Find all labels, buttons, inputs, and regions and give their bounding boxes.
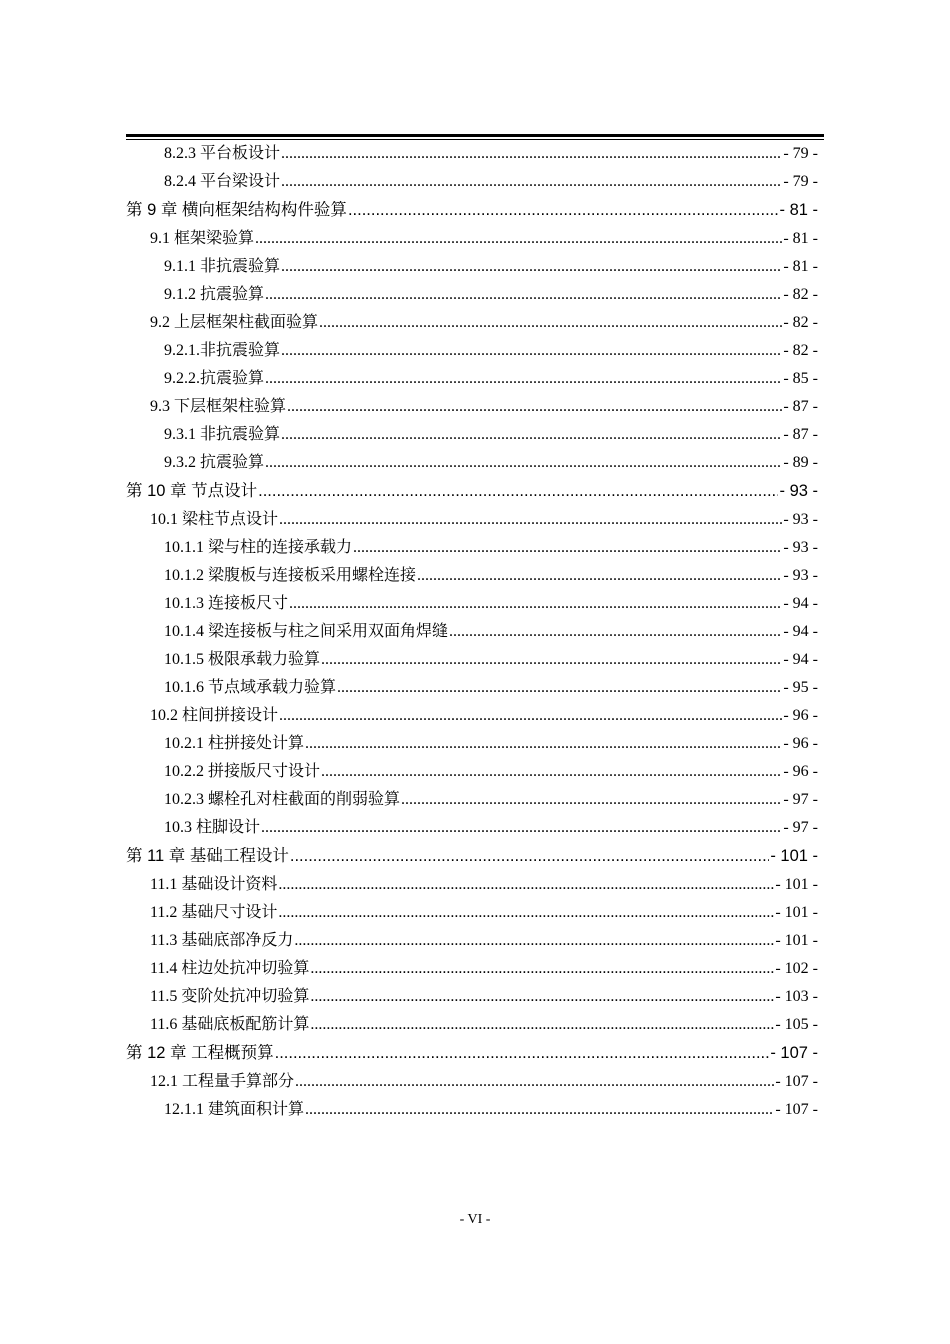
toc-entry[interactable]: [126, 506, 818, 534]
toc-leader-dots: [310, 955, 774, 983]
toc-leader-dots: [278, 899, 774, 927]
toc-leader-dots: [265, 449, 782, 477]
toc-entry-title: 9.3 下层框架柱验算: [150, 398, 287, 415]
toc-leader-dots: [287, 393, 782, 421]
toc-entry[interactable]: [126, 758, 818, 786]
toc-entry-page: - 89 -: [783, 454, 818, 471]
toc-leader-dots: [261, 814, 782, 842]
toc-chapter-entry[interactable]: [126, 1039, 818, 1068]
toc-entry-page: - 81 -: [779, 201, 818, 219]
toc-leader-dots: [321, 646, 782, 674]
toc-leader-dots: [305, 1096, 774, 1124]
toc-leader-dots: [295, 1068, 774, 1096]
toc-entry[interactable]: [126, 983, 818, 1011]
toc-entry[interactable]: [126, 674, 818, 702]
toc-entry-title: 11.4 柱边处抗冲切验算: [150, 960, 310, 977]
toc-entry-title: 10.3 柱脚设计: [164, 819, 261, 836]
toc-entry-title: 第 9 章 横向框架结构构件验算: [126, 201, 347, 219]
toc-leader-dots: [305, 730, 782, 758]
toc-entry-page: - 96 -: [783, 707, 818, 724]
toc-entry[interactable]: [126, 365, 818, 393]
toc-leader-dots: [258, 477, 778, 506]
toc-entry-page: - 79 -: [783, 145, 818, 162]
toc-entry[interactable]: [126, 421, 818, 449]
toc-entry[interactable]: [126, 140, 818, 168]
toc-entry-page: - 93 -: [779, 482, 818, 500]
toc-leader-dots: [294, 927, 774, 955]
toc-entry-page: - 87 -: [783, 398, 818, 415]
page-footer-number: - VI -: [459, 1212, 491, 1227]
toc-entry-page: - 82 -: [783, 342, 818, 359]
toc-entry-title: 9.2.2.抗震验算: [164, 370, 265, 387]
toc-entry-title: 10.2.2 拼接版尺寸设计: [164, 763, 321, 780]
toc-entry-page: - 82 -: [783, 286, 818, 303]
toc-entry[interactable]: [126, 927, 818, 955]
toc-entry-page: - 103 -: [775, 988, 818, 1005]
toc-entry-page: - 81 -: [783, 230, 818, 247]
toc-entry[interactable]: [126, 534, 818, 562]
toc-leader-dots: [279, 702, 782, 730]
toc-entry[interactable]: [126, 449, 818, 477]
toc-entry-page: - 94 -: [783, 623, 818, 640]
toc-entry-title: 8.2.3 平台板设计: [164, 145, 281, 162]
toc-entry-title: 10.1.2 梁腹板与连接板采用螺栓连接: [164, 567, 417, 584]
toc-entry-page: - 93 -: [783, 567, 818, 584]
toc-leader-dots: [319, 309, 782, 337]
toc-entry[interactable]: [126, 955, 818, 983]
toc-entry[interactable]: [126, 646, 818, 674]
toc-leader-dots: [279, 506, 782, 534]
toc-entry[interactable]: [126, 1068, 818, 1096]
toc-entry-page: - 94 -: [783, 651, 818, 668]
toc-entry-title: 10.1.6 节点域承载力验算: [164, 679, 337, 696]
toc-entry-page: - 97 -: [783, 819, 818, 836]
toc-entry-page: - 102 -: [775, 960, 818, 977]
toc-entry-page: - 107 -: [775, 1101, 818, 1118]
toc-chapter-entry[interactable]: [126, 477, 818, 506]
toc-entry-page: - 95 -: [783, 679, 818, 696]
toc-entry-title: 11.5 变阶处抗冲切验算: [150, 988, 310, 1005]
toc-entry[interactable]: [126, 1096, 818, 1124]
toc-leader-dots: [278, 871, 774, 899]
toc-entry[interactable]: [126, 590, 818, 618]
toc-entry[interactable]: [126, 1011, 818, 1039]
toc-entry-page: - 97 -: [783, 791, 818, 808]
toc-entry[interactable]: [126, 281, 818, 309]
toc-entry[interactable]: [126, 562, 818, 590]
toc-entry-page: - 107 -: [770, 1044, 818, 1062]
toc-leader-dots: [353, 534, 782, 562]
toc-entry-title: 10.2 柱间拼接设计: [150, 707, 279, 724]
toc-entry-title: 9.1.2 抗震验算: [164, 286, 265, 303]
toc-leader-dots: [281, 253, 782, 281]
toc-entry[interactable]: [126, 168, 818, 196]
toc-entry-page: - 94 -: [783, 595, 818, 612]
toc-entry-title: 10.1 梁柱节点设计: [150, 511, 279, 528]
toc-entry-title: 12.1.1 建筑面积计算: [164, 1101, 305, 1118]
toc-entry-title: 9.3.1 非抗震验算: [164, 426, 281, 443]
toc-entry-title: 10.1.1 梁与柱的连接承载力: [164, 539, 353, 556]
toc-entry-title: 10.1.3 连接板尺寸: [164, 595, 289, 612]
toc-leader-dots: [449, 618, 782, 646]
toc-entry-title: 9.1.1 非抗震验算: [164, 258, 281, 275]
toc-entry[interactable]: [126, 309, 818, 337]
toc-leader-dots: [281, 168, 782, 196]
toc-leader-dots: [281, 421, 782, 449]
toc-entry-page: - 105 -: [775, 1016, 818, 1033]
toc-entry-page: - 101 -: [775, 876, 818, 893]
toc-entry[interactable]: [126, 730, 818, 758]
toc-chapter-entry[interactable]: [126, 842, 818, 871]
toc-leader-dots: [265, 281, 782, 309]
header-rule-thick: [126, 134, 824, 137]
toc-entry-title: 第 11 章 基础工程设计: [126, 847, 289, 865]
toc-entry-title: 第 12 章 工程概预算: [126, 1044, 274, 1062]
toc-entry-page: - 87 -: [783, 426, 818, 443]
toc-entry-title: 9.1 框架梁验算: [150, 230, 255, 247]
toc-leader-dots: [255, 225, 782, 253]
toc-entry-title: 11.3 基础底部净反力: [150, 932, 294, 949]
toc-entry-title: 10.1.4 梁连接板与柱之间采用双面角焊缝: [164, 623, 449, 640]
toc-entry-title: 10.1.5 极限承载力验算: [164, 651, 321, 668]
toc-entry-page: - 96 -: [783, 735, 818, 752]
toc-leader-dots: [310, 983, 774, 1011]
toc-entry-page: - 82 -: [783, 314, 818, 331]
toc-entry[interactable]: [126, 393, 818, 421]
toc-entry-title: 10.2.1 柱拼接处计算: [164, 735, 305, 752]
toc-entry[interactable]: [126, 702, 818, 730]
toc-entry-title: 11.6 基础底板配筋计算: [150, 1016, 310, 1033]
toc-entry-title: 9.2 上层框架柱截面验算: [150, 314, 319, 331]
toc-leader-dots: [275, 1039, 770, 1068]
toc-entry-page: - 79 -: [783, 173, 818, 190]
toc-leader-dots: [417, 562, 782, 590]
toc-entry[interactable]: [126, 814, 818, 842]
table-of-contents: [126, 140, 818, 1124]
toc-entry-page: - 81 -: [783, 258, 818, 275]
toc-entry[interactable]: [126, 618, 818, 646]
toc-leader-dots: [281, 140, 782, 168]
toc-entry-page: - 85 -: [783, 370, 818, 387]
toc-chapter-entry[interactable]: [126, 196, 818, 225]
toc-leader-dots: [281, 337, 782, 365]
toc-leader-dots: [401, 786, 782, 814]
toc-entry[interactable]: [126, 253, 818, 281]
toc-entry-page: - 101 -: [775, 932, 818, 949]
toc-entry-title: 12.1 工程量手算部分: [150, 1073, 295, 1090]
toc-leader-dots: [289, 590, 782, 618]
toc-entry-title: 10.2.3 螺栓孔对柱截面的削弱验算: [164, 791, 401, 808]
toc-entry-title: 11.1 基础设计资料: [150, 876, 278, 893]
toc-entry-title: 第 10 章 节点设计: [126, 482, 258, 500]
toc-entry[interactable]: [126, 871, 818, 899]
toc-entry-title: 9.3.2 抗震验算: [164, 454, 265, 471]
toc-entry-page: - 107 -: [775, 1073, 818, 1090]
toc-entry[interactable]: [126, 337, 818, 365]
toc-entry-page: - 96 -: [783, 763, 818, 780]
toc-leader-dots: [310, 1011, 774, 1039]
toc-leader-dots: [348, 196, 779, 225]
toc-entry-page: - 101 -: [775, 904, 818, 921]
toc-entry[interactable]: [126, 899, 818, 927]
toc-entry-page: - 93 -: [783, 511, 818, 528]
toc-entry-page: - 101 -: [770, 847, 818, 865]
toc-entry[interactable]: [126, 225, 818, 253]
toc-entry-title: 11.2 基础尺寸设计: [150, 904, 278, 921]
toc-leader-dots: [290, 842, 769, 871]
toc-entry-title: 9.2.1.非抗震验算: [164, 342, 281, 359]
toc-leader-dots: [337, 674, 782, 702]
toc-entry-page: - 93 -: [783, 539, 818, 556]
toc-entry-title: 8.2.4 平台梁设计: [164, 173, 281, 190]
toc-leader-dots: [265, 365, 782, 393]
toc-entry[interactable]: [126, 786, 818, 814]
toc-leader-dots: [321, 758, 782, 786]
